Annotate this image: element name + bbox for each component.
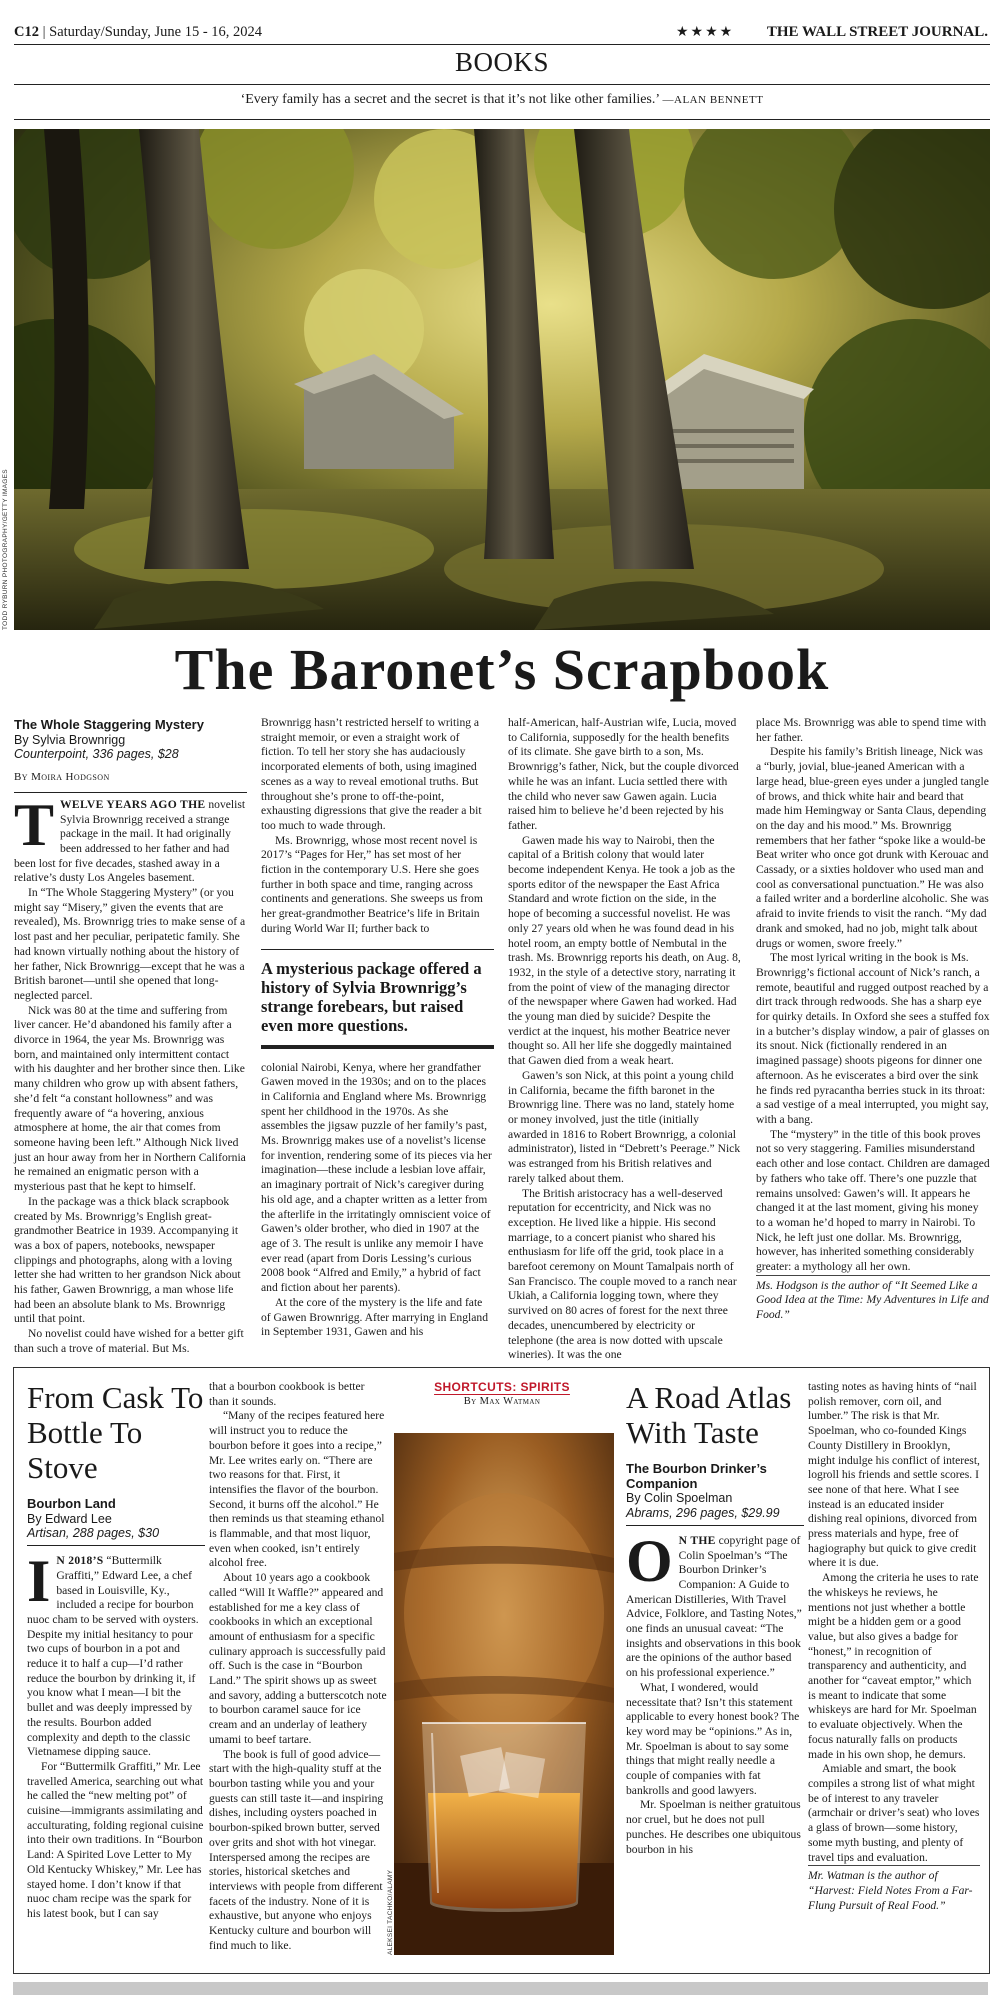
section-title: BOOKS [454, 47, 550, 77]
paragraph: tasting notes as having hints of “nail polish remover, corn oil, and lumber.” The risk is that Mr. Spoelman, who co-founded Kings County Distillery in Brooklyn, might indulge his conflict of interest, logroll his friends and settle scores. I see none of that here. What I see instead is an educated insider dishing real opinions, divorced from press materials and hype, free of hagiography but quick to give credit where it is due. [808, 1380, 980, 1570]
review-column-2 [261, 716, 494, 1340]
edition-stars: ★★★★ [676, 24, 735, 40]
paragraph: colonial Nairobi, Kenya, where her grandfather Gawen moved in the 1930s; and on to the places in California and England where Ms. Brownrigg spent her childhood in the 1970s. As she assembles the jigsaw puzzle of her family’s past, Ms. Brownrigg makes use of a novelist’s license for invention, rendering some of its pieces via her imagination—these include a lesbian love affair, an imaginary portrait of Nick’s caregiver during his old age, and a chapter written as a letter from the afterlife in the irritatingly omniscient voice of Gawen’s older brother, who died in 1907 at the age of 3. The result is unlike any memoir I have ever read (apart from Doris Lessing’s curious 2008 book “Alfred and Emily,” a hybrid of fact and fiction about her parents). [261, 1060, 492, 1295]
paragraph: In “The Whole Staggering Mystery” (or you might say “Misery,” given the events that are revealed), Ms. Brownrigg tries to make sense of a lost past and her peculiar, peripatetic family. She had known virtually nothing about the history of her father, Nick Brownrigg—except that he was a British baronet—until she opened that long-neglected parcel. [14, 886, 246, 1002]
book-author: By Colin Spoelman [626, 1491, 733, 1506]
paragraph: For “Buttermilk Graffiti,” Mr. Lee travelled America, searching out what he called the “new melting pot” of cuisine—immigrants assimilating and acculturating, folding regional cuisine into their own traditions. In “Bourbon Land: A Spirited Love Letter to My Old Kentucky Whiskey,” Mr. Lee has stayed home. I don’t know if that nuoc cham recipe was the spark for his latest book, but I can say [27, 1759, 204, 1920]
article-headline: The Baronet’s Scrapbook [174, 637, 830, 702]
book-publisher: Artisan, 288 pages, $30 [27, 1526, 160, 1541]
paragraph: Gawen made his way to Nairobi, then the capital of a British colony that would later become independent Kenya. He took a job as the sports editor of the newspaper the East Africa Standard and wrote fiction on the side, in the hope of becoming a successful novelist. He was only 27 years old when he was found dead in his hotel room, an empty bottle of Nembutal in the trash. Ms. Brownrigg reports his death, on Aug. 8, 1932, in the style of a detective story, narrating it from the point of view of the managing director of the newspaper where Gawen had worked. Had the young man died by suicide? Despite the verdict at the inquest, his mother Beatrice never thought so. All her life she doggedly maintained that Gawen died from a weak heart. [508, 833, 741, 1068]
bourbon-glass-photo [394, 1433, 614, 1955]
paragraph: The book is full of good advice—start with the high-quality stuff at the bourbon tasting while you and your guests can still taste it—and inspiring dishes, including oysters poached in bourbon-spiked brown butter, served over grits and shot with hot vinegar. Interspersed among the recipes are stories, historical sketches and interviews with people from different facets of the industry. None of it is exhaustive, but anyone who enjoys Kentucky culture and bourbon will find much to like. [209, 1747, 384, 1952]
paragraph: No novelist could have wished for a better gift than such a trove of material. But Ms. [14, 1327, 244, 1355]
paragraph: Gawen’s son Nick, at this point a young child in California, became the fifth baronet in the Brownrigg line. There was no land, stately home or money involved, just the title (initially awarded in 1816 to Robert Brownrigg, a colonial administrator), listed in “Debrett’s Peerage.” Nick was estranged from his British relatives and rarely talked about them. [508, 1068, 741, 1185]
paragraph: Despite his family’s British lineage, Nick was a “burly, jovial, blue-jeaned American with a large head, blue-green eyes under a jungled tangle of brows, and thick white hair and beard that made him Hemingway or Santa Claus, depending on the day and his mood.” Ms. Brownrigg remembers that her father “spoke like a would-be Beat writer who once got drunk with Kerouac and Cassady, or a sixties holdover who used man and cool as conversational punctuation.” He was also a failed writer and a borderline alcoholic. She was afraid to invite friends to visit the ranch. “My dad drank and smoked, had no job, might talk about drugs or women, swore freely.” [756, 745, 989, 950]
paragraph: The “mystery” in the title of this book proves not so very staggering. Families misunderstand each other and lose contact. Children are damaged by fathers who take off. There’s one puzzle that remains unsolved: Gawen’s will. It appears he changed it at the last moment, giving his money to a woman he’d hoped to marry in Nairobi. To Nick, he left just one dollar. Ms. Brownrigg, however, has inherited something considerably greater: a mythology all her own. [756, 1127, 990, 1274]
review-column-3 [508, 716, 741, 1363]
author-bio: Ms. Hodgson is the author of “It Seemed Like a Good Idea at the Time: My Adventures in Life and Food.” [756, 1275, 990, 1323]
paragraph: Nick was 80 at the time and suffering from liver cancer. He’d abandoned his family after a divorce in 1964, the year Ms. Brownrigg was born, and maintained only intermittent contact with his daughter and her brother since then. Like many children who grow up with absent fathers, she’d felt “a constant hollowness” and was frequently aware of “a hovering, anxious atmosphere at home, the air that comes from someone having been left.” Although Nick lived just an hour away from her in Northern California he remained an enigmatic person with a mysterious past that he kept to himself. [14, 1003, 246, 1194]
forest-cabin-photo [14, 129, 990, 630]
review-column-4 [756, 716, 990, 1323]
book-title: The Bourbon Drinker’s Companion [626, 1461, 767, 1491]
author-bio: Mr. Watman is the author of “Harvest: Field Notes From a Far-Flung Pursuit of Real Food.” [808, 1865, 980, 1913]
lead-in: WELVE YEARS AGO THE [60, 797, 206, 811]
paragraph: that a bourbon cookbook is better than it sounds. [209, 1380, 365, 1408]
photo-credit: TODD RYBURN PHOTOGRAPHY/GETTY IMAGES [2, 469, 9, 630]
lead-in: N THE [678, 1533, 716, 1547]
paragraph: Amiable and smart, the book compiles a strong list of what might be of interest to any traveler (armchair or driver’s seat) who loves a glass of brown—some history, some myth busting, and plenty of travel tips and evaluation. [808, 1762, 980, 1864]
paragraph: place Ms. Brownrigg was able to spend time with her father. [756, 716, 987, 744]
paragraph: Among the criteria he uses to rate the whiskeys he reviews, he mentions not just whether a bottle might be a hidden gem or a good value, but also gives a badge for “honest,” in recognition of transparency and authenticity, and another for “caveat emptor,” which is meant to indicate that some whiskeys are hard for Mr. Spoelman to evaluate objectively. When the focus naturally falls on products made in his own shop, he demurs. [808, 1571, 979, 1761]
page-footer-bar [13, 1982, 988, 1995]
book-publisher: Abrams, 296 pages, $29.99 [626, 1506, 780, 1521]
shortcut-right-column-2 [808, 1380, 980, 1913]
title-rule [626, 1525, 804, 1526]
shortcuts-header [392, 1380, 612, 1407]
paragraph: The British aristocracy has a well-deserved reputation for eccentricity, and Nick was no exception. He lived like a hippie. His second marriage, to a concert pianist who shared his enthusiasm for life off the grid, took place in a barefoot ceremony on Mount Tamalpais north of San Francisco. The couple moved to a ranch near Ukiah, a California logging town, where they survived on 80 acres of forest for the next three decades, unencumbered by electricity or telephone (the area is now dotted with upscale wineries). It was the one [508, 1186, 737, 1362]
pull-quote: A mysterious package offered a history of Sylvia Brownrigg’s strange forebears, but raised even more questions. [261, 949, 494, 1049]
shortcut-left-title: From Cask To Bottle To Stove [27, 1380, 204, 1485]
book-title: The Whole Staggering Mystery [14, 717, 204, 732]
drop-cap: O [626, 1527, 673, 1594]
epigraph-attribution: —ALAN BENNETT [662, 94, 764, 106]
paragraph: In the package was a thick black scrapbook created by Ms. Brownrigg’s English great-grandmother Beatrice in 1939. Accompanying it was a box of papers, notebooks, newspaper clippings and photographs, along with a loving letter she had written to her grandson Nick about his father, Gawen Brownrigg, a man whose life had been an absolute blank to Ms. Brownrigg until that point. [14, 1194, 241, 1326]
paragraph: Ms. Brownrigg, whose most recent novel is 2017’s “Pages for Her,” has set most of her fiction in the contemporary U.S. Here she goes further in both space and time, ranging across continents and generations. She sweeps us from her great-grandmother Beatrice’s life in Britain during World War II; further back to [261, 833, 483, 935]
drop-cap: I [27, 1548, 51, 1615]
newspaper-name: THE WALL STREET JOURNAL. [766, 24, 988, 40]
book-author: By Sylvia Brownrigg [14, 732, 126, 747]
review-column-1 [14, 718, 247, 1357]
shortcuts-byline: By Max Watman [463, 1396, 541, 1407]
paragraph: I N 2018’S “Buttermilk Graffiti,” Edward Lee, a chef based in Louisville, Ky., included a recipe for bourbon nuoc cham to be served with oysters. Despite my initial hesitancy to pour two cups of bourbon in a pot and reduce it to half a cup—I’d rather reduce the bourbon by drinking it, if you know what I mean—I bit the bullet and was deeply impressed by the results. Bourbon added complexity and depth to the classic Vietnamese dipping sauce. [27, 1548, 199, 1759]
paragraph: The most lyrical writing in the book is Ms. Brownrigg’s fictional account of Nick’s ranch, a remote, beautiful and rugged outpost reached by a dirt track through redwoods. She has a sharp eye for quirky details. In Oxford she sees a stuffed fox in a butcher’s display window, a pair of glasses on its snout. Nick (fictionally rendered in an imagined passage) shoots pigeons for dinner one afternoon. As he eviscerates a bird over the sink he finds red pyracantha berries stuck in its throat: a sad vestige of a meal interrupted, you might say, with a bang. [756, 951, 990, 1126]
paragraph: O N THE copyright page of Colin Spoelman’s “The Bourbon Drinker’s Companion: A Guide to American Distilleries, With Travel Advice, Folklore, and Tasting Notes,” one finds an unusual caveat: “The insights and observations in this book are the opinions of the author based on his professional experience.” [626, 1527, 802, 1680]
shortcut-left-column-1 [27, 1380, 205, 1922]
epigraph-text: ‘Every family has a secret and the secret is that it’s not like other families.’ [240, 92, 660, 107]
book-author: By Edward Lee [27, 1511, 112, 1526]
page-date-line: C12 | Saturday/Sunday, June 15 - 16, 2024 [14, 24, 263, 40]
drop-cap: T [14, 791, 55, 858]
paragraph: What, I wondered, would necessitate that? Isn’t this statement applicable to every honest book? The key word may be “opinions.” As in, Mr. Spoelman is about to say some things that might really needle a couple of companies with fat bankrolls and good lawyers. [626, 1680, 800, 1797]
shortcut-right-title: A Road Atlas With Taste [626, 1380, 792, 1450]
paragraph: Brownrigg hasn’t restricted herself to writing a straight memoir, or even a straight work of fiction. To tell her story she has audaciously incorporated elements of both, using imagined scenes as a way to reveal emotional truths. But throughout she’s prone to off-the-point, exhausting digressions that give the reader a bit too much to wade through. [261, 716, 482, 832]
section-rule [14, 84, 990, 85]
paragraph: About 10 years ago a cookbook called “Will It Waffle?” appeared and established for me a key class of cookbooks in which an exceptional amount of enthusiasm for a specific culinary approach is successfully paid off. Such is the case in “Bourbon Land.” The spirit shows up as sweet and savory, adding a butterscotch note to bourbon caramel sauce for ice cream and an underlay of leathery umami to beef tartare. [209, 1571, 387, 1746]
issue-date: Saturday/Sunday, June 15 - 16, 2024 [49, 24, 263, 40]
paragraph: Mr. Spoelman is neither gratuitous nor cruel, but he does not pull punches. He describes one ubiquitous bourbon in his [626, 1798, 801, 1856]
epigraph [0, 92, 1004, 108]
shortcut-left-column-2 [209, 1380, 387, 1953]
book-title: Bourbon Land [27, 1496, 116, 1511]
shortcuts-label: SHORTCUTS: SPIRITS [434, 1380, 570, 1394]
paragraph: At the core of the mystery is the life and fate of Gawen Brownrigg. After marrying in England in September 1931, Gawen and his [261, 1295, 488, 1339]
paragraph: “Many of the recipes featured here will instruct you to reduce the bourbon before it goes into a recipe,” Mr. Lee writes early on. “There are two reasons for that. First, it intensifies the flavor of the bourbon. Second, it burns off the alcohol.” He then reminds us that steaming ethanol is flammable, and that most liquor, even when cooked, isn’t entirely alcohol free. [209, 1409, 385, 1570]
shortcuts-photo-credit: ALEKSEI TACHKO/ALAMY [387, 1869, 394, 1955]
epigraph-rule [14, 119, 990, 120]
reviewer-byline: By Moira Hodgson [14, 771, 110, 784]
lead-in: N 2018’S [56, 1554, 104, 1568]
paragraph: half-American, half-Austrian wife, Lucia, moved to California, supposedly for the health benefits of its climate. She gave birth to a son, Ms. Brownrigg’s father, Nick, but the couple divorced while he was an infant. Lucia settled there with the child who never saw Gawen again. Lucia raised him to believe he’d been rejected by his father. [508, 716, 739, 832]
whiskey-glass [422, 1723, 586, 1912]
page-number: C12 [14, 24, 39, 40]
shortcut-right-column-1 [626, 1380, 804, 1857]
title-rule [27, 1545, 205, 1546]
book-publisher: Counterpoint, 336 pages, $28 [14, 747, 179, 762]
masthead-rule [14, 44, 990, 45]
paragraph: TWELVE YEARS AGO THE novelist Sylvia Brownrigg received a strange package in the mail. It had originally been addressed to her father and had been lost for five decades, stashed away in a relative’s dusty Los Angeles basement. [14, 791, 246, 885]
